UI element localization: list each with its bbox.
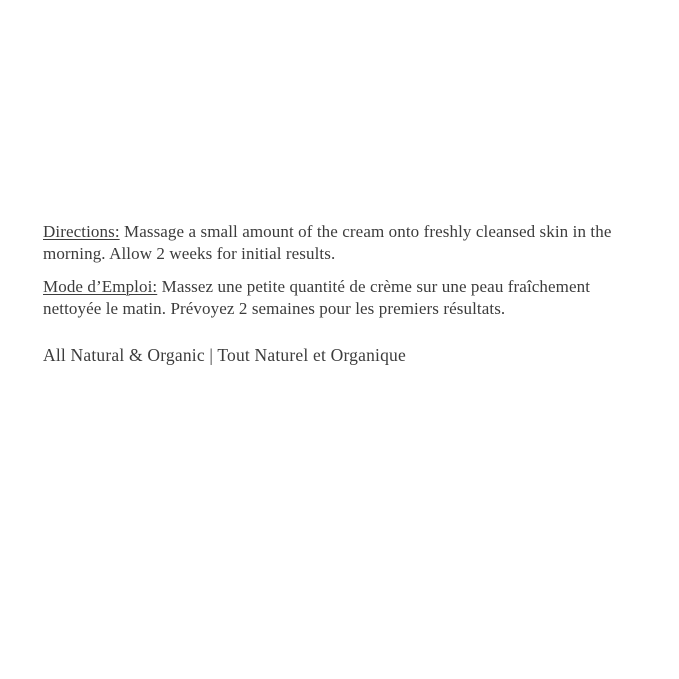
directions-french-heading: Mode d’Emploi: [43,277,158,296]
directions-english-line1-text: Massage a small amount of the cream onto freshly cleansed skin in the [119,222,612,241]
directions-english-line2: morning. Allow 2 weeks for initial results. [43,244,336,263]
directions-english-paragraph [43,221,649,265]
directions-french-line1 [43,276,649,298]
directions-french-paragraph [43,276,649,320]
directions-english-line1 [43,221,649,243]
natural-organic-tagline: All Natural & Organic | Tout Naturel et Organique [43,345,406,365]
directions-french-line1-text: Massez une petite quantité de crème sur une peau fraîchement [157,277,591,296]
directions-english-heading: Directions: [43,222,120,241]
directions-french-line2: nettoyée le matin. Prévoyez 2 semaines pour les premiers résultats. [43,299,506,318]
